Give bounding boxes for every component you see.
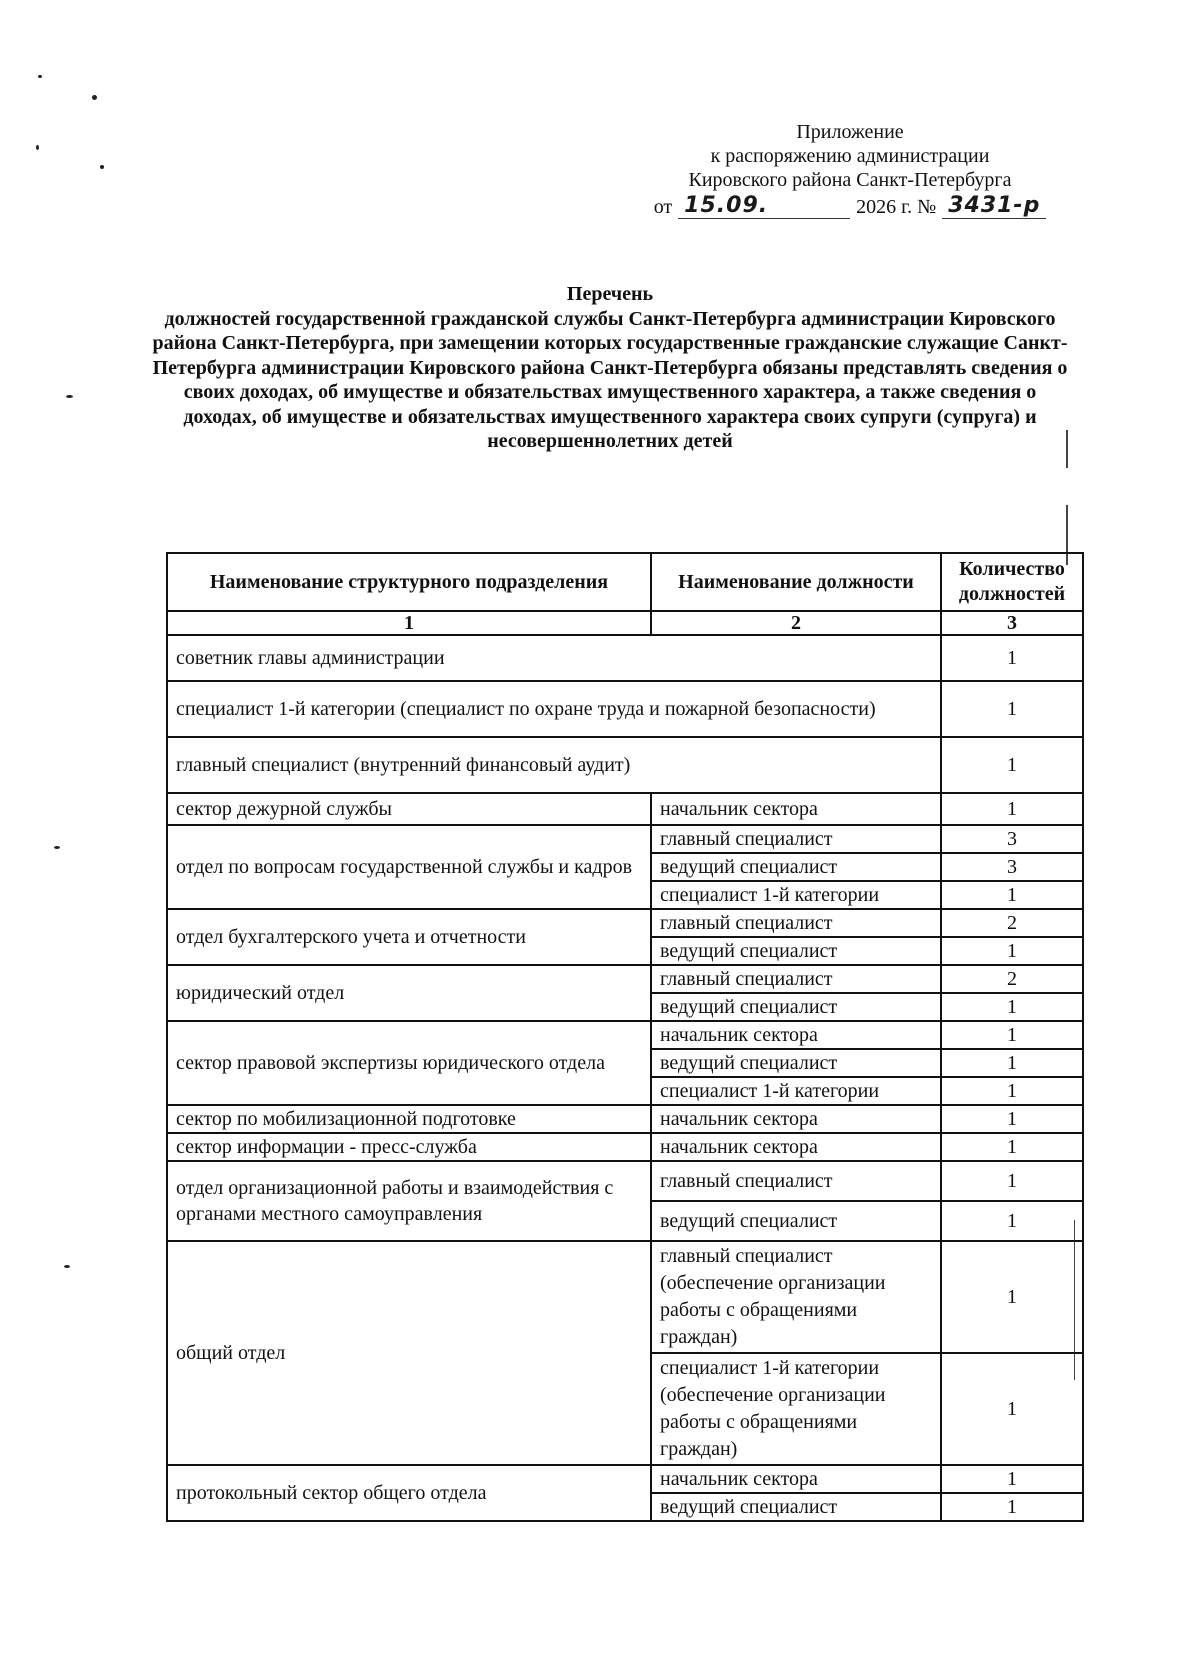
scan-speck [92,95,97,100]
unit-cell: сектор правовой экспертизы юридического отдела [167,1021,651,1105]
handwritten-date: 15.09. [678,194,850,219]
position-cell: начальник сектора [651,1021,941,1049]
unit-cell: общий отдел [167,1241,651,1465]
position-cell: ведущий специалист [651,853,941,881]
scan-speck [54,846,60,849]
position-cell: начальник сектора [651,1465,941,1493]
position-cell: главный специалист [651,965,941,993]
position-cell: специалист 1-й категории [651,1077,941,1105]
quantity-cell: 1 [941,737,1083,793]
header-position: Наименование должности [651,553,941,611]
table-index-row [167,611,1083,635]
table-row [167,1133,1083,1161]
position-cell: ведущий специалист [651,937,941,965]
table-row [167,909,1083,937]
table-row [167,635,1083,681]
unit-cell: отдел бухгалтерского учета и отчетности [167,909,651,965]
scan-speck [64,1265,70,1268]
quantity-cell: 1 [941,793,1083,825]
position-cell: главный специалист [651,1161,941,1201]
appendix-block [640,120,1060,219]
quantity-cell: 1 [941,1133,1083,1161]
title-heading: Перечень [566,283,654,305]
scan-speck [36,145,39,150]
unit-cell: отдел по вопросам государственной службы и кадров [167,825,651,909]
table-row [167,825,1083,853]
quantity-cell: 1 [941,1105,1083,1133]
table-row [167,737,1083,793]
quantity-cell: 3 [941,853,1083,881]
scan-speck [100,165,104,169]
positions-table [166,552,1084,1522]
position-cell: главный специалист (обеспечение организации работы с обращениями граждан) [651,1241,941,1353]
unit-cell: главный специалист (внутренний финансовый аудит) [167,737,941,793]
unit-cell: сектор информации - пресс-служба [167,1133,651,1161]
quantity-cell: 1 [941,1201,1083,1241]
unit-cell: отдел организационной работы и взаимодействия с органами местного самоуправления [167,1161,651,1241]
position-cell: специалист 1-й категории (обеспечение организации работы с обращениями граждан) [651,1353,941,1465]
table-row [167,965,1083,993]
position-cell: главный специалист [651,909,941,937]
unit-cell: специалист 1-й категории (специалист по охране труда и пожарной безопасности) [167,681,941,737]
table-row [167,1241,1083,1353]
unit-cell: советник главы администрации [167,635,941,681]
appendix-line: к распоряжению администрации [710,145,990,167]
unit-cell: сектор по мобилизационной подготовке [167,1105,651,1133]
quantity-cell: 1 [941,937,1083,965]
appendix-date-line [640,194,1060,219]
table-row [167,1161,1083,1201]
header-quantity: Количество должностей [941,553,1083,611]
unit-cell: сектор дежурной службы [167,793,651,825]
quantity-cell: 1 [941,1493,1083,1521]
table-row [167,1105,1083,1133]
position-cell: начальник сектора [651,1105,941,1133]
table-header-row [167,553,1083,611]
quantity-cell: 1 [941,1077,1083,1105]
quantity-cell: 1 [941,1353,1083,1465]
unit-cell: протокольный сектор общего отдела [167,1465,651,1521]
table-row [167,1021,1083,1049]
position-cell: ведущий специалист [651,993,941,1021]
position-cell: начальник сектора [651,793,941,825]
quantity-cell: 1 [941,1465,1083,1493]
quantity-cell: 3 [941,825,1083,853]
quantity-cell: 1 [941,881,1083,909]
position-cell: ведущий специалист [651,1049,941,1077]
table-row [167,1465,1083,1493]
position-cell: главный специалист [651,825,941,853]
index-cell: 1 [167,611,651,635]
appendix-line: Приложение [796,121,904,143]
quantity-cell: 1 [941,993,1083,1021]
title-body: должностей государственной гражданской службы Санкт-Петербурга администрации Кировского района Санкт-Петербурга, при замещении которых государственные гражданские служащие Санкт-Петербурга администрации Кировского района Санкт-Петербурга обязаны представлять сведения о своих доходах, об имуществе и обязательствах имущественного характера, а также сведения о доходах, об имуществе и обязательствах имущественного характера своих супруги (супруга) и несовершеннолетних детей [152,307,1068,452]
position-cell: специалист 1-й категории [651,881,941,909]
header-unit: Наименование структурного подразделения [167,553,651,611]
year-text: 2026 г. № [856,196,937,218]
handwritten-number: 3431-р [942,194,1046,219]
scan-speck [66,395,73,398]
quantity-cell: 1 [941,681,1083,737]
position-cell: ведущий специалист [651,1201,941,1241]
scan-speck [38,75,42,78]
quantity-cell: 1 [941,1049,1083,1077]
index-cell: 3 [941,611,1083,635]
table-row [167,793,1083,825]
position-cell: начальник сектора [651,1133,941,1161]
quantity-cell: 1 [941,635,1083,681]
unit-cell: юридический отдел [167,965,651,1021]
quantity-cell: 1 [941,1021,1083,1049]
quantity-cell: 2 [941,909,1083,937]
quantity-cell: 2 [941,965,1083,993]
table-row [167,681,1083,737]
quantity-cell: 1 [941,1161,1083,1201]
document-title [150,282,1070,454]
position-cell: ведущий специалист [651,1493,941,1521]
quantity-cell: 1 [941,1241,1083,1353]
appendix-line: Кировского района Санкт-Петербурга [688,169,1012,191]
date-prefix: от [653,196,673,218]
index-cell: 2 [651,611,941,635]
